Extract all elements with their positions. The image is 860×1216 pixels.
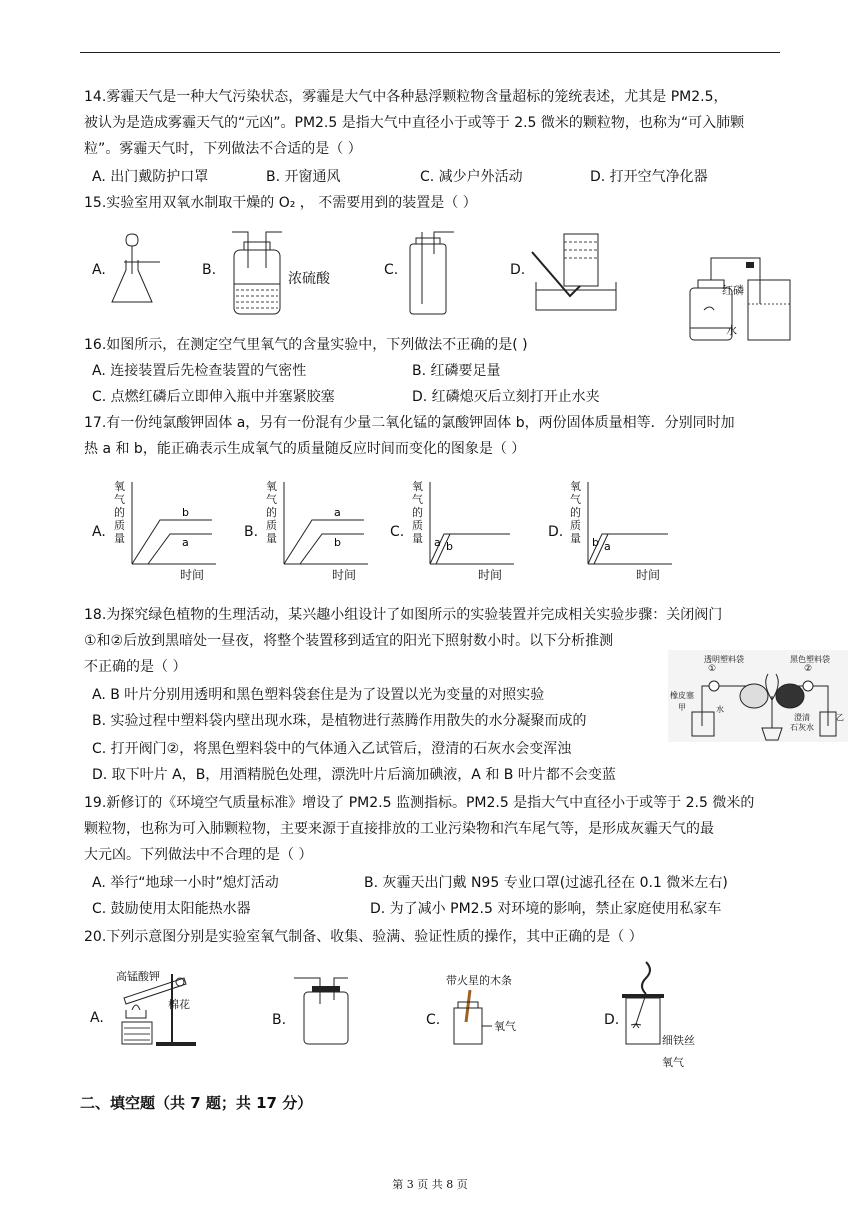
q20-figure-b [290, 970, 360, 1046]
q17-curve-top-label: b [592, 536, 599, 549]
q14-line1: 14.雾霾天气是一种大气污染状态，雾霾是大气中各种悬浮颗粒物含量超标的笼统表述，尤其是 PM2.5， [84, 89, 728, 105]
q18-fig-yi: 乙 [836, 713, 844, 722]
q14-line2: 被认为是造成雾霾天气的“元凶”。PM2.5 是指大气中直径小于或等于 2.5 微米的颗粒物，也称为“可入肺颗 [84, 115, 745, 131]
q17-ylabel-char: 氧 [266, 480, 277, 493]
q16-fig-red-phosphorus: 红磷 [722, 284, 744, 297]
q19-line2: 颗粒物，也称为可入肺颗粒物，主要来源于直接排放的工业污染物和汽车尾气等，是形成灰霾天气的最 [84, 821, 714, 837]
q15-b-label-h2so4: 浓硫酸 [288, 271, 330, 287]
q17-ylabel-char: 质 [114, 519, 125, 532]
q17-ylabel-char: 氧 [412, 480, 423, 493]
q17-xlabel: 时间 [180, 568, 205, 582]
q17-ylabel-char: 质 [266, 519, 277, 532]
q18-fig-limewater-2: 石灰水 [790, 723, 814, 732]
q17-ylabel-char: 气 [266, 493, 277, 506]
q20-label-c: C. [426, 1012, 441, 1028]
q18-fig-limewater-1: 澄清 [794, 713, 810, 722]
section-2-title: 二、填空题（共 7 题；共 17 分） [80, 1094, 313, 1112]
q16-stem: 16.如图所示，在测定空气里氧气的含量实验中，下列做法不正确的是( ) [84, 337, 528, 353]
q17-xlabel: 时间 [636, 568, 661, 582]
q19-option-b: B. 灰霾天出门戴 N95 专业口罩(过滤孔径在 0.1 微米左右) [364, 875, 728, 891]
q15-figure-a [104, 230, 160, 310]
q16-option-b: B. 红磷要足量 [412, 363, 501, 379]
q14-option-b: B. 开窗通风 [266, 169, 341, 185]
q17-option-a: A. [92, 524, 106, 540]
q20-c-oxygen: 氧气 [494, 1020, 516, 1033]
q15-label-a: A. [92, 262, 106, 278]
q17-option-c: C. [390, 524, 405, 540]
q18-line1: 18.为探究绿色植物的生理活动，某兴趣小组设计了如图所示的实验装置并完成相关实验步骤：关闭阀门 [84, 607, 723, 623]
q17-curve-top [430, 534, 510, 564]
q17-curve-bottom-label: b [446, 540, 453, 553]
q17-ylabel-char: 的 [114, 506, 125, 519]
page-footer: 第 3 页 共 8 页 [392, 1178, 468, 1191]
q17-line1: 17.有一份纯氯酸钾固体 a，另有一份混有少量二氧化锰的氯酸钾固体 b，两份固体质量相等．分别同时加 [84, 415, 735, 431]
q17-curve-top [132, 520, 212, 564]
q17-ylabel-char: 量 [114, 532, 125, 545]
q20-label-b: B. [272, 1012, 287, 1028]
q16-fig-water: 水 [726, 324, 737, 337]
q18-fig-water: 水 [716, 705, 724, 714]
q17-ylabel [570, 480, 582, 545]
q17-curve-top-label: b [182, 506, 189, 519]
q17-curve-top-label: a [434, 536, 441, 549]
q17-ylabel-char: 气 [412, 493, 423, 506]
q18-fig-transparent-bag: 透明塑料袋 [704, 655, 744, 664]
q18-fig-valve-2: ② [804, 664, 813, 674]
q20-a-cotton: 棉花 [168, 998, 190, 1011]
q17-ylabel-char: 气 [570, 493, 581, 506]
q18-line3: 不正确的是（ ） [84, 659, 187, 675]
q15-label-d: D. [510, 262, 526, 278]
q17-ylabel [412, 480, 424, 545]
q18-option-b: B. 实验过程中塑料袋内壁出现水珠，是植物进行蒸腾作用散失的水分凝聚而成的 [92, 713, 587, 729]
q15-figure-b [222, 228, 286, 318]
q17-graph [584, 480, 674, 566]
q17-option-d: D. [548, 524, 564, 540]
q17-ylabel-char: 的 [570, 506, 581, 519]
q17-curve-bottom [148, 534, 212, 564]
q20-c-glowing-stick: 带火星的木条 [446, 974, 512, 987]
q14-option-a: A. 出门戴防护口罩 [92, 169, 209, 185]
q18-fig-black-bag: 黑色塑料袋 [790, 655, 830, 664]
q17-curve-top [284, 520, 364, 564]
q20-label-a: A. [90, 1010, 104, 1026]
q17-curve-top [588, 534, 668, 564]
q20-label-d: D. [604, 1012, 620, 1028]
q17-curve-bottom-label: b [334, 536, 341, 549]
q20-a-kmno4: 高锰酸钾 [116, 970, 160, 983]
q14-option-c: C. 减少户外活动 [420, 169, 523, 185]
q19-line1: 19.新修订的《环境空气质量标准》增设了 PM2.5 监测指标。PM2.5 是指大气中直径小于或等于 2.5 微米的 [84, 795, 755, 811]
q15-stem: 15.实验室用双氧水制取干燥的 O₂ ， 不需要用到的装置是（ ） [84, 195, 477, 211]
q17-ylabel-char: 质 [412, 519, 423, 532]
q17-xlabel: 时间 [332, 568, 357, 582]
q17-curve-bottom [300, 534, 364, 564]
header-rule [80, 52, 780, 53]
q17-ylabel-char: 质 [570, 519, 581, 532]
q16-option-c: C. 点燃红磷后立即伸入瓶中并塞紧胶塞 [92, 389, 335, 405]
q17-ylabel-char: 量 [266, 532, 277, 545]
q17-xlabel: 时间 [478, 568, 503, 582]
q19-option-a: A. 举行“地球一小时”熄灯活动 [92, 875, 279, 891]
q17-ylabel-char: 的 [412, 506, 423, 519]
q17-ylabel-char: 量 [412, 532, 423, 545]
q18-option-c: C. 打开阀门②，将黑色塑料袋中的气体通入乙试管后，澄清的石灰水会变浑浊 [92, 741, 572, 757]
q17-curve-bottom-label: a [182, 536, 189, 549]
q17-ylabel-char: 气 [114, 493, 125, 506]
q17-curve-top-label: a [334, 506, 341, 519]
q17-ylabel [266, 480, 278, 545]
q17-graph [426, 480, 516, 566]
q20-figure-c [446, 988, 536, 1048]
q18-fig-jia: 甲 [678, 703, 686, 712]
q18-line2: ①和②后放到黑暗处一昼夜，将整个装置移到适宜的阳光下照射数小时。以下分析推测 [84, 633, 614, 649]
q14-option-d: D. 打开空气净化器 [590, 169, 708, 185]
q17-curve-bottom-label: a [604, 540, 611, 553]
q17-graph [128, 480, 218, 566]
q20-stem: 20.下列示意图分别是实验室氧气制备、收集、验满、验证性质的操作，其中正确的是（ ） [84, 929, 643, 945]
q18-option-d: D. 取下叶片 A，B，用酒精脱色处理，漂洗叶片后滴加碘液，A 和 B 叶片都不会变蓝 [92, 767, 616, 783]
q17-ylabel-char: 氧 [570, 480, 581, 493]
q17-ylabel [114, 480, 126, 545]
q17-ylabel-char: 量 [570, 532, 581, 545]
q17-ylabel-char: 的 [266, 506, 277, 519]
q14-line3: 粒”。雾霾天气时，下列做法不合适的是（ ） [84, 141, 362, 157]
q17-line2: 热 a 和 b，能正确表示生成氧气的质量随反应时间而变化的图象是（ ） [84, 441, 526, 457]
q20-d-iron-wire: 细铁丝 [662, 1034, 695, 1047]
q16-figure-apparatus [684, 254, 794, 344]
q19-line3: 大元凶。下列做法中不合理的是（ ） [84, 847, 313, 863]
q15-label-b: B. [202, 262, 217, 278]
q18-fig-valve-1: ① [708, 664, 717, 674]
q17-ylabel-char: 氧 [114, 480, 125, 493]
q16-option-d: D. 红磷熄灭后立刻打开止水夹 [412, 389, 600, 405]
q16-option-a: A. 连接装置后先检查装置的气密性 [92, 363, 307, 379]
q19-option-d: D. 为了减小 PM2.5 对环境的影响，禁止家庭使用私家车 [370, 901, 722, 917]
q20-d-oxygen: 氧气 [662, 1056, 684, 1069]
q17-option-b: B. [244, 524, 259, 540]
q19-option-c: C. 鼓励使用太阳能热水器 [92, 901, 251, 917]
q17-graph [280, 480, 370, 566]
q15-figure-c [402, 230, 458, 316]
q15-figure-d [530, 230, 620, 320]
q18-option-a: A. B 叶片分别用透明和黑色塑料袋套住是为了设置以光为变量的对照实验 [92, 687, 545, 703]
q15-label-c: C. [384, 262, 399, 278]
q18-fig-stopper: 橡皮塞 [670, 691, 694, 700]
